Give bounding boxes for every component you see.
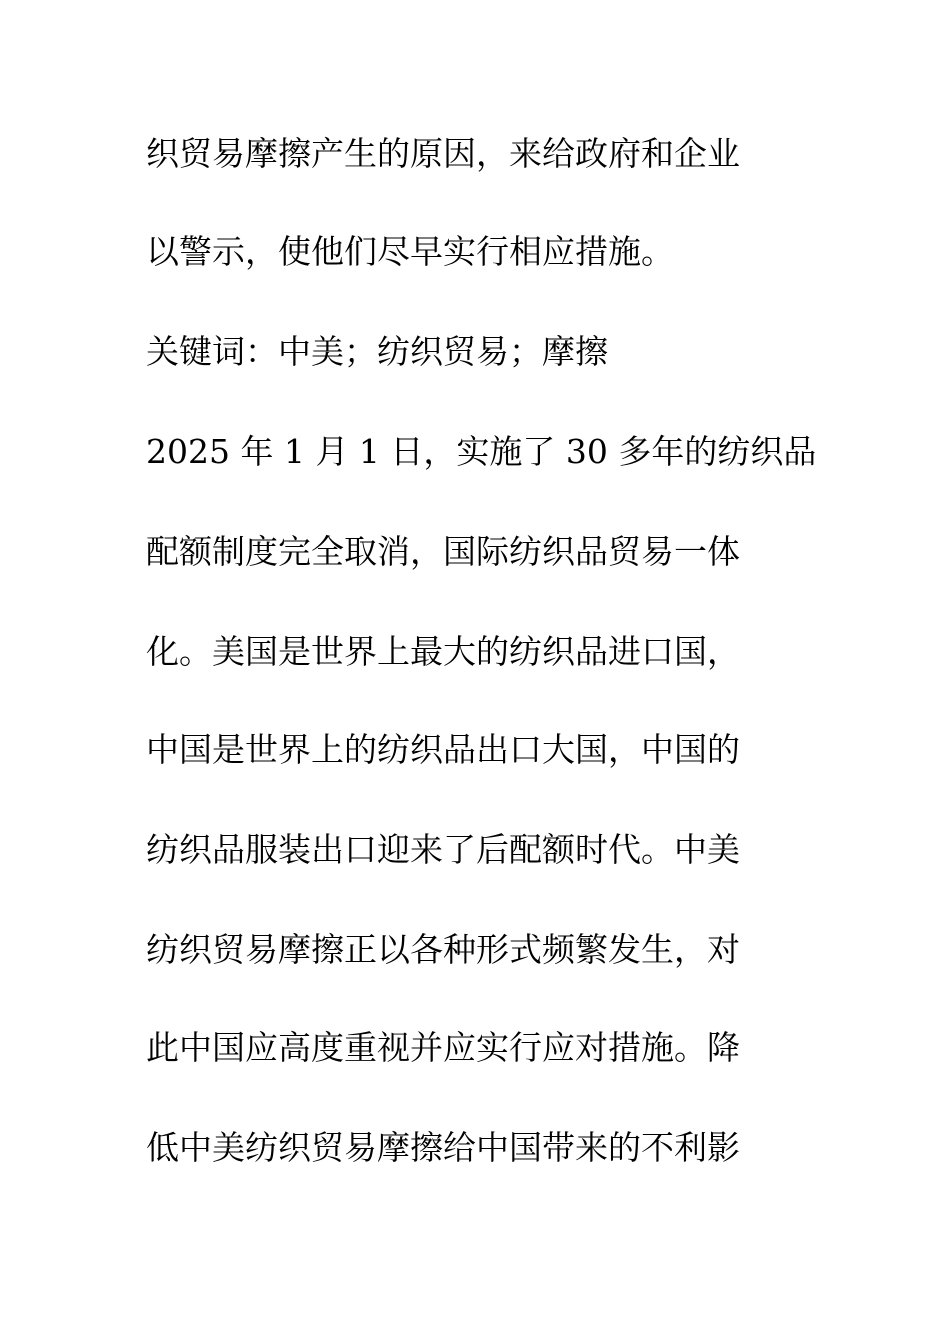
- keywords-line: 关键词：中美；纺织贸易；摩擦: [146, 332, 608, 371]
- body-line-8: 低中美纺织贸易摩擦给中国带来的不利影: [146, 1128, 740, 1167]
- body-line-7: 此中国应高度重视并应实行应对措施。降: [146, 1028, 740, 1067]
- body-line-4: 中国是世界上的纺织品出口大国，中国的: [146, 730, 740, 769]
- body-line-2: 配额制度完全取消，国际纺织品贸易一体: [146, 532, 740, 571]
- body-line-6: 纺织贸易摩擦正以各种形式频繁发生，对: [146, 930, 740, 969]
- abstract-line-1: 织贸易摩擦产生的原因，来给政府和企业: [146, 134, 740, 173]
- body-line-1: 2025 年 1 月 1 日，实施了 30 多年的纺织品: [146, 432, 817, 471]
- body-line-3: 化。美国是世界上最大的纺织品进口国，: [146, 632, 740, 671]
- body-line-5: 纺织品服装出口迎来了后配额时代。中美: [146, 830, 740, 869]
- abstract-line-2: 以警示，使他们尽早实行相应措施。: [146, 232, 674, 271]
